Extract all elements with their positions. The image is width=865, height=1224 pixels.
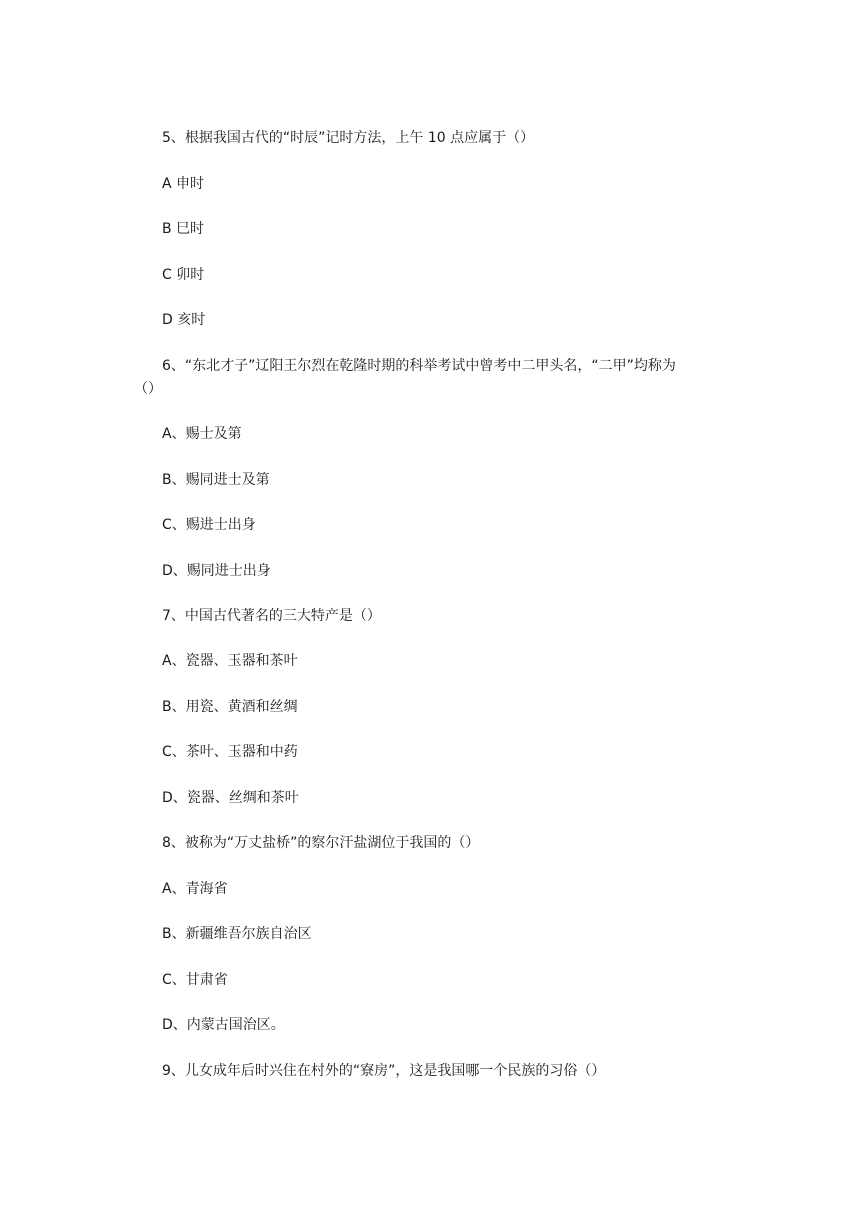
question-8-option-d: D、内蒙古国治区。	[162, 1017, 285, 1033]
question-5-option-c: C 卯时	[162, 267, 205, 283]
question-6-option-c: C、赐进士出身	[162, 517, 256, 533]
question-6-stem-line1: 6、“东北才子”辽阳王尔烈在乾隆时期的科举考试中曾考中二甲头名，“二甲”均称为	[162, 358, 676, 374]
question-9-stem: 9、儿女成年后时兴住在村外的“寮房”，这是我国哪一个民族的习俗（）	[162, 1063, 606, 1079]
question-8-option-c: C、甘肃省	[162, 972, 228, 988]
question-6-stem-line2: （）	[134, 381, 162, 397]
question-8-stem: 8、被称为“万丈盐桥”的察尔汗盐湖位于我国的（）	[162, 835, 480, 851]
question-6-option-d: D、赐同进士出身	[162, 563, 271, 579]
question-7-option-d: D、瓷器、丝绸和茶叶	[162, 790, 299, 806]
question-7-option-c: C、茶叶、玉器和中药	[162, 744, 298, 760]
question-5-option-b: B 巳时	[162, 221, 205, 237]
question-5-stem: 5、根据我国古代的“时辰”记时方法，上午 10 点应属于（）	[162, 130, 535, 146]
question-7-option-b: B、用瓷、黄酒和丝绸	[162, 699, 298, 715]
question-6-option-b: B、赐同进士及第	[162, 472, 270, 488]
question-7-option-a: A、瓷器、玉器和茶叶	[162, 653, 298, 669]
question-7-stem: 7、中国古代著名的三大特产是（）	[162, 608, 381, 624]
question-5-option-a: A 申时	[162, 176, 205, 192]
question-8-option-b: B、新疆维吾尔族自治区	[162, 926, 312, 942]
question-5-option-d: D 亥时	[162, 312, 206, 328]
question-6-option-a: A、赐士及第	[162, 426, 242, 442]
question-8-option-a: A、青海省	[162, 881, 228, 897]
